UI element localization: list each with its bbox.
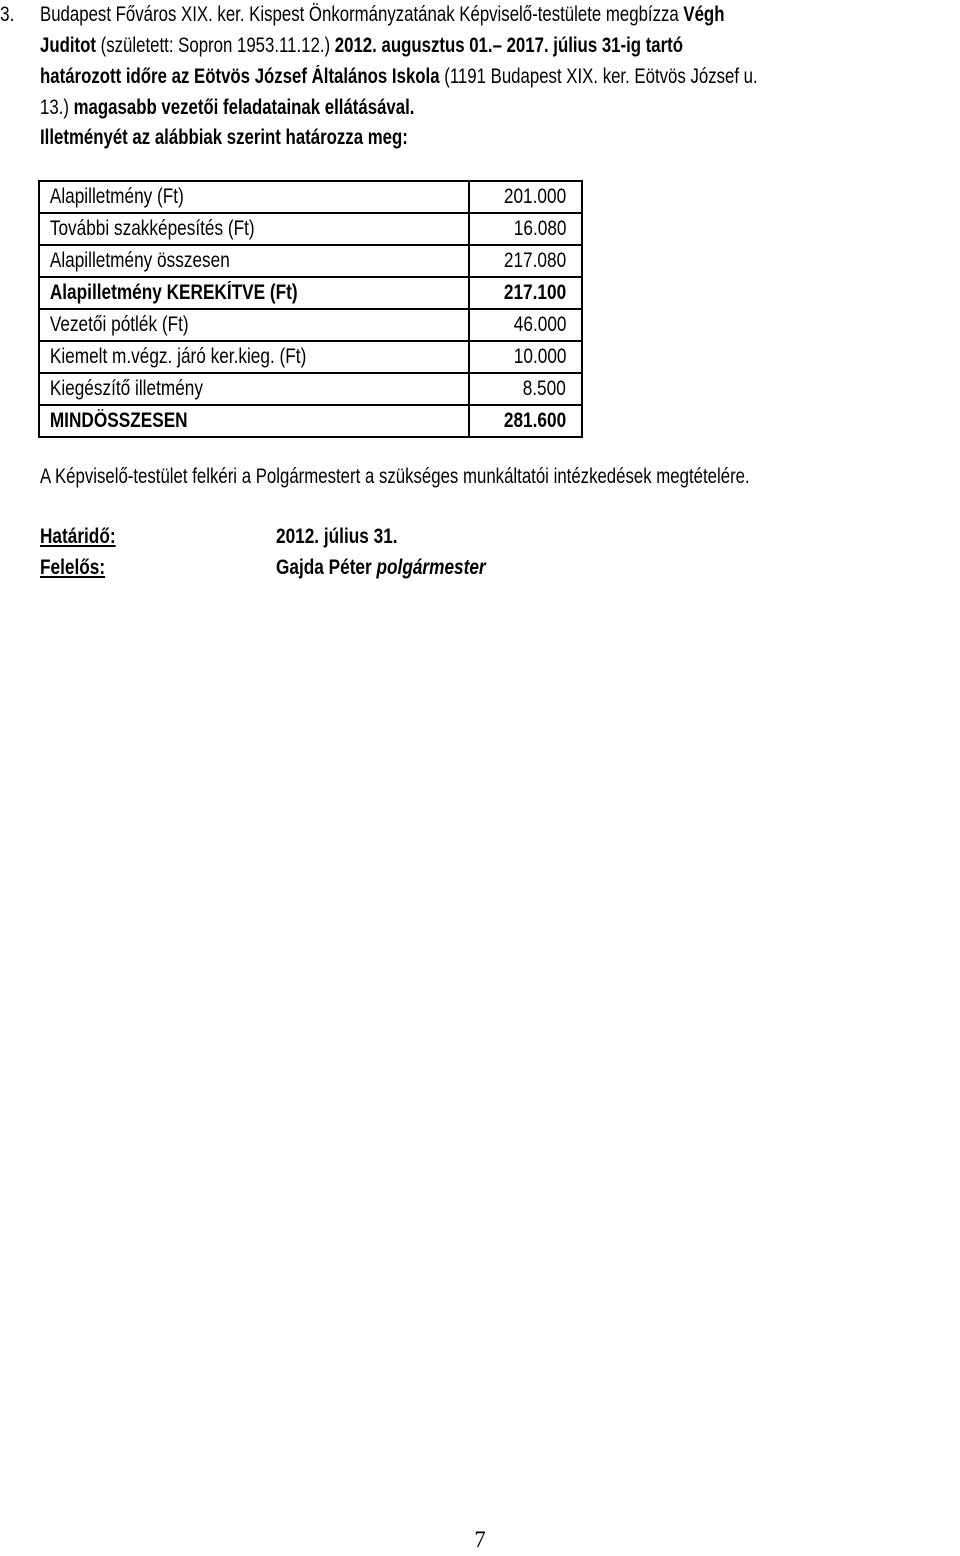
salary-label-text: Kiemelt m.végz. járó ker.kieg. (Ft) bbox=[49, 345, 307, 368]
appointee-given-name: Juditot bbox=[40, 34, 96, 57]
appointee-birth-info: (született: Sopron 1953.11.12.) bbox=[95, 34, 335, 57]
school-name: határozott időre az Eötvös József Általános Iskola bbox=[40, 65, 440, 88]
salary-row bbox=[39, 213, 582, 245]
salary-value-text: 46.000 bbox=[513, 313, 567, 336]
salary-label-text: Alapilletmény összesen bbox=[49, 249, 230, 272]
salary-row-label bbox=[39, 245, 469, 277]
salary-row bbox=[39, 341, 582, 373]
salary-row bbox=[39, 277, 582, 309]
salary-value-text: 217.100 bbox=[503, 281, 567, 304]
school-address-cont: 13.) bbox=[40, 96, 69, 119]
salary-table bbox=[38, 180, 583, 438]
salary-row-label bbox=[39, 181, 469, 213]
salary-row-value bbox=[469, 309, 582, 341]
salary-row-value bbox=[469, 341, 582, 373]
salary-value-text: 201.000 bbox=[503, 185, 567, 208]
salary-intro-heading: Illetményét az alábbiak szerint határozza meg: bbox=[40, 126, 408, 149]
responsible-name: Gajda Péter bbox=[276, 556, 372, 579]
salary-label-text: Kiegészítő illetmény bbox=[49, 377, 203, 400]
intro-line-1 bbox=[40, 3, 724, 27]
appointee-surname: Végh bbox=[683, 3, 725, 26]
salary-row bbox=[39, 245, 582, 277]
intro-line-3 bbox=[40, 65, 758, 89]
salary-label-text: Alapilletmény (Ft) bbox=[49, 185, 184, 208]
salary-value-text: 16.080 bbox=[513, 217, 567, 240]
salary-label-text: Alapilletmény KEREKÍTVE (Ft) bbox=[49, 281, 298, 304]
salary-value-text: 10.000 bbox=[513, 345, 567, 368]
salary-row-label bbox=[39, 405, 469, 437]
deadline-value: 2012. július 31. bbox=[276, 525, 398, 548]
intro-line-4 bbox=[40, 96, 414, 120]
salary-value-text: 8.500 bbox=[523, 377, 567, 400]
salary-row bbox=[39, 373, 582, 405]
salary-row bbox=[39, 309, 582, 341]
salary-row bbox=[39, 181, 582, 213]
intro-line-2 bbox=[40, 34, 683, 58]
deadline-label: Határidő: bbox=[40, 525, 116, 548]
item-number: 3. bbox=[0, 3, 15, 26]
request-text: A Képviselő-testület felkéri a Polgármestert a szükséges munkáltatói intézkedések megtételére. bbox=[40, 465, 750, 488]
responsible-role: polgármester bbox=[376, 556, 486, 579]
salary-row-value bbox=[469, 213, 582, 245]
salary-row-label bbox=[39, 373, 469, 405]
salary-value-text: 217.080 bbox=[503, 249, 567, 272]
salary-row-label bbox=[39, 213, 469, 245]
responsible-label: Felelős: bbox=[40, 556, 106, 579]
page-number: 7 bbox=[474, 1527, 486, 1552]
salary-value-text: 281.600 bbox=[503, 409, 567, 432]
salary-row-value bbox=[469, 181, 582, 213]
salary-label-text: További szakképesítés (Ft) bbox=[49, 217, 255, 240]
salary-table-body bbox=[39, 181, 582, 437]
school-address: (1191 Budapest XIX. ker. Eötvös József u. bbox=[439, 65, 758, 88]
salary-row-value bbox=[469, 405, 582, 437]
salary-row bbox=[39, 405, 582, 437]
position-description: magasabb vezetői feladatainak ellátásával. bbox=[68, 96, 415, 119]
responsible-value bbox=[276, 556, 486, 580]
salary-row-value bbox=[469, 373, 582, 405]
salary-row-value bbox=[469, 277, 582, 309]
salary-row-label bbox=[39, 341, 469, 373]
salary-label-text: MINDÖSSZESEN bbox=[49, 409, 188, 432]
salary-label-text: Vezetői pótlék (Ft) bbox=[49, 313, 189, 336]
intro-line-1-text: Budapest Főváros XIX. ker. Kispest Önkormányzatának Képviselő-testülete megbízza bbox=[40, 3, 684, 26]
salary-row-value bbox=[469, 245, 582, 277]
salary-row-label bbox=[39, 309, 469, 341]
salary-row-label bbox=[39, 277, 469, 309]
appointment-period: 2012. augusztus 01.– 2017. július 31-ig tartó bbox=[334, 34, 684, 57]
